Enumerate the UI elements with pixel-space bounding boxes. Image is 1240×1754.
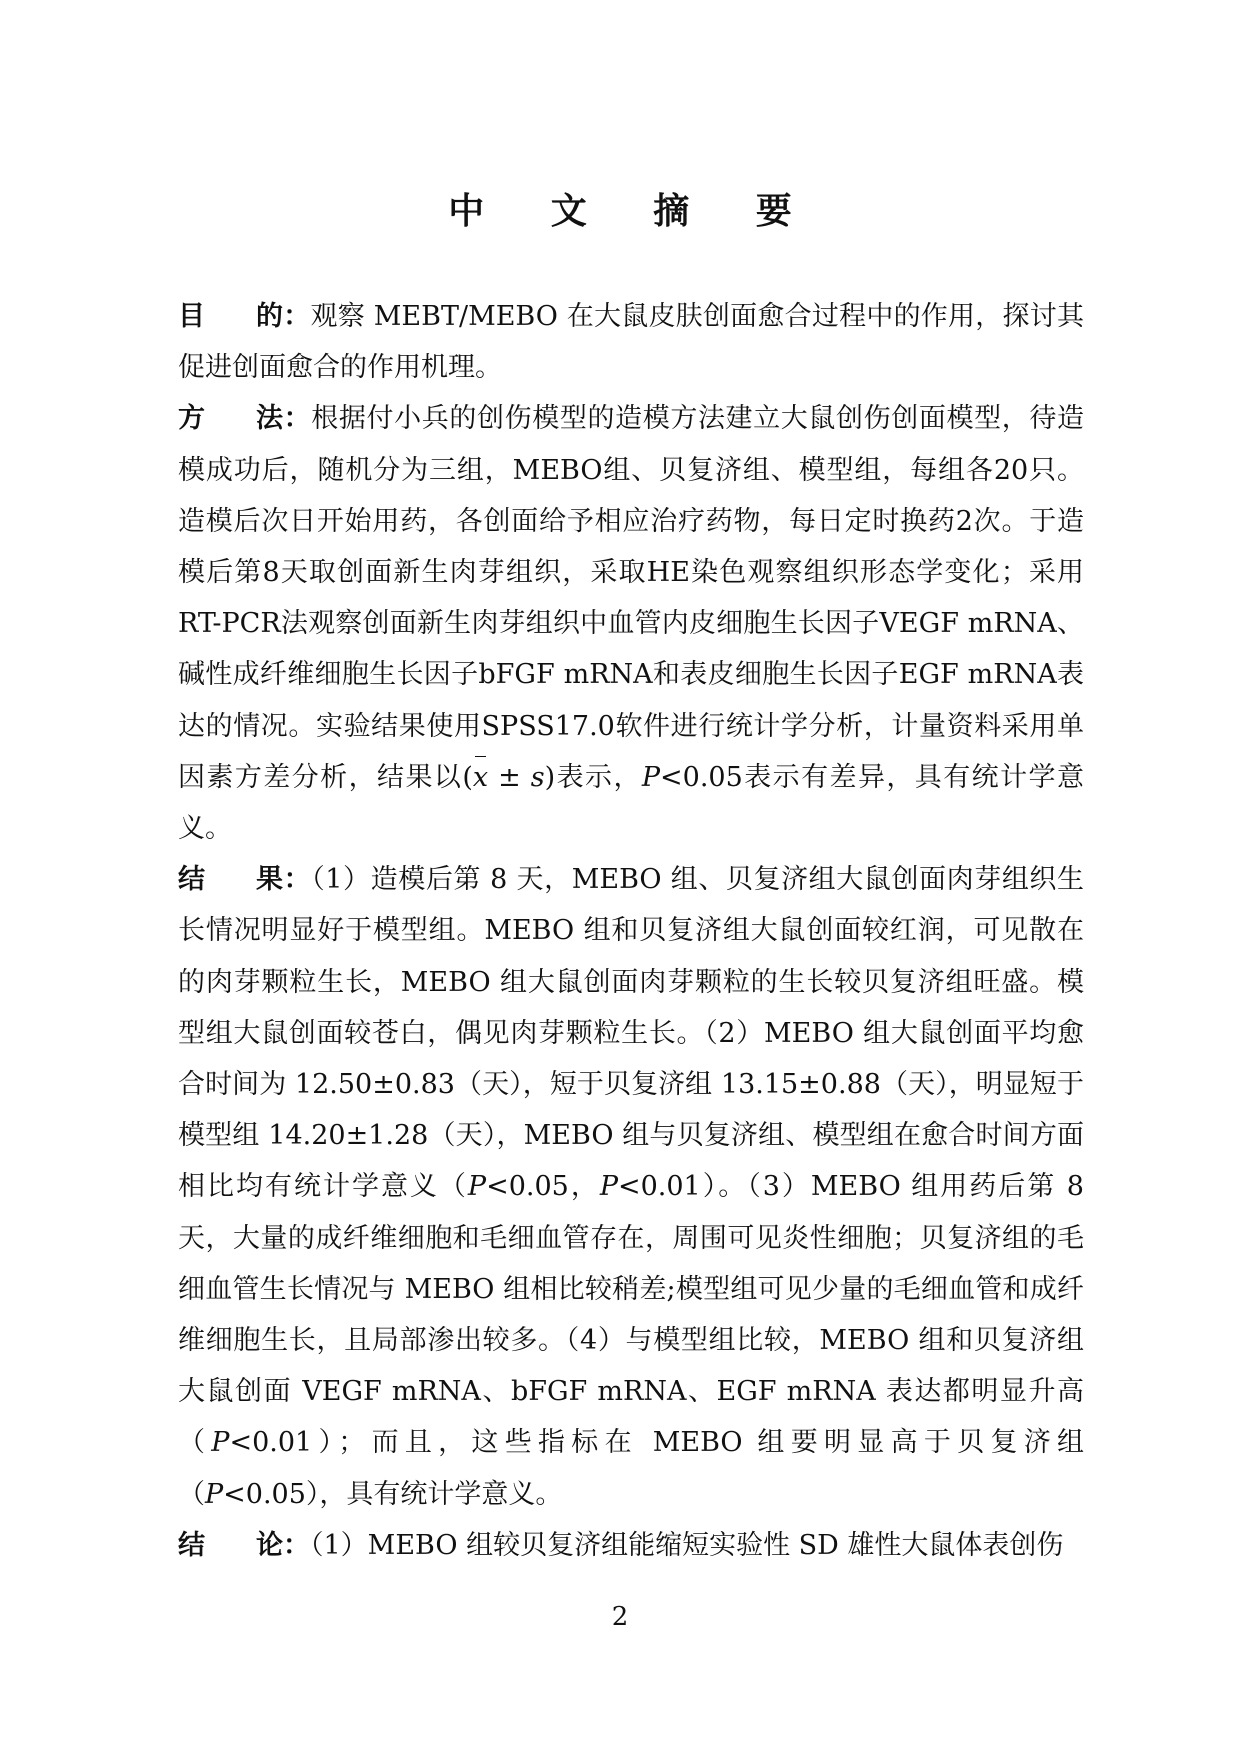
p-value-symbol: P (599, 1171, 618, 1203)
section-methods (178, 393, 1084, 854)
section-colon: ： (283, 1529, 310, 1561)
section-label-second-char: 果 (256, 864, 283, 896)
mean-symbol: x (473, 752, 488, 803)
section-text: )表示， (544, 761, 642, 793)
section-text: <0.05， (486, 1171, 600, 1203)
abstract-body (178, 291, 1084, 1571)
section-colon: ： (283, 301, 311, 332)
section-colon: ： (283, 403, 312, 435)
p-value-symbol: P (641, 761, 661, 793)
section-text: <0.01）。（3）MEBO 组用药后第 8 天，大量的成纤维细胞和毛细血管存在，周围可见炎性细胞；贝复济组的毛细血管生长情况与 MEBO 组相比较稍差;模型组可见少量的毛细血管和成纤维细胞生长，且局部渗出较多。（4）与模型组比较，MEBO 组和贝复济组大鼠创面 VEGF mRNA、bFGF mRNA、EGF mRNA 表达都明显升高（ (178, 1171, 1084, 1459)
section-conclusion (178, 1520, 1084, 1571)
section-label-first-char: 方 (178, 403, 205, 435)
page-title: 中 文 摘 要 (448, 191, 819, 232)
section-label-first-char: 结 (178, 864, 205, 896)
section-label-second-char: 法 (256, 403, 283, 435)
p-value-symbol: P (205, 1478, 224, 1510)
section-colon: ： (283, 864, 312, 896)
section-label-second-char: 的 (256, 301, 283, 332)
section-label-second-char: 论 (256, 1529, 283, 1561)
section-text: <0.05），具有统计学意义。 (223, 1478, 563, 1510)
section-text: 根据付小兵的创伤模型的造模方法建立大鼠创伤创面模型，待造模成功后，随机分为三组，MEBO组、贝复济组、模型组，每组各20只。造模后次日开始用药，各创面给予相应治疗药物，每日定时换药2次。于造模后第8天取创面新生肉芽组织，采取HE染色观察组织形态学变化；采用RT-PCR法观察创面新生肉芽组织中血管内皮细胞生长因子VEGF mRNA、碱性成纤维细胞生长因子bFGF mRNA和表皮细胞生长因子EGF mRNA表达的情况。实验结果使用SPSS17.0软件进行统计学分析，计量资料采用单因素方差分析，结果以( (178, 403, 1085, 793)
p-value-symbol: P (467, 1171, 487, 1203)
section-text: （1）造模后第 8 天，MEBO 组、贝复济组大鼠创面肉芽组织生长情况明显好于模型组。MEBO 组和贝复济组大鼠创面较红润，可见散在的肉芽颗粒生长，MEBO 组大鼠创面肉芽颗粒的生长较贝复济组旺盛。模型组大鼠创面较苍白，偶见肉芽颗粒生长。（2）MEBO 组大鼠创面平均愈合时间为 12.50±0.83（天），短于贝复济组 13.15±0.88（天），明显短于模型组 14.20±1.28（天），MEBO 组与贝复济组、模型组在愈合时间方面相比均有统计学意义（ (178, 864, 1085, 1203)
p-value-symbol: P (211, 1427, 230, 1459)
page-number: 2 (611, 1602, 629, 1632)
section-objective (178, 291, 1084, 393)
section-text: <0.05表示有差异，具有统计学意义。 (178, 761, 1084, 845)
sd-symbol: ± s (488, 761, 545, 793)
section-label-first-char: 目 (178, 301, 205, 332)
section-text: <0.01）；而且，这些指标在 MEBO 组要明显高于贝复济组（ (178, 1427, 1084, 1510)
section-text: 观察 MEBT/MEBO 在大鼠皮肤创面愈合过程中的作用，探讨其促进创面愈合的作用机理。 (178, 301, 1084, 384)
section-results (178, 854, 1084, 1520)
section-text: （1）MEBO 组较贝复济组能缩短实验性 SD 雄性大鼠体表创伤 (310, 1529, 1064, 1561)
section-label-first-char: 结 (178, 1529, 205, 1561)
